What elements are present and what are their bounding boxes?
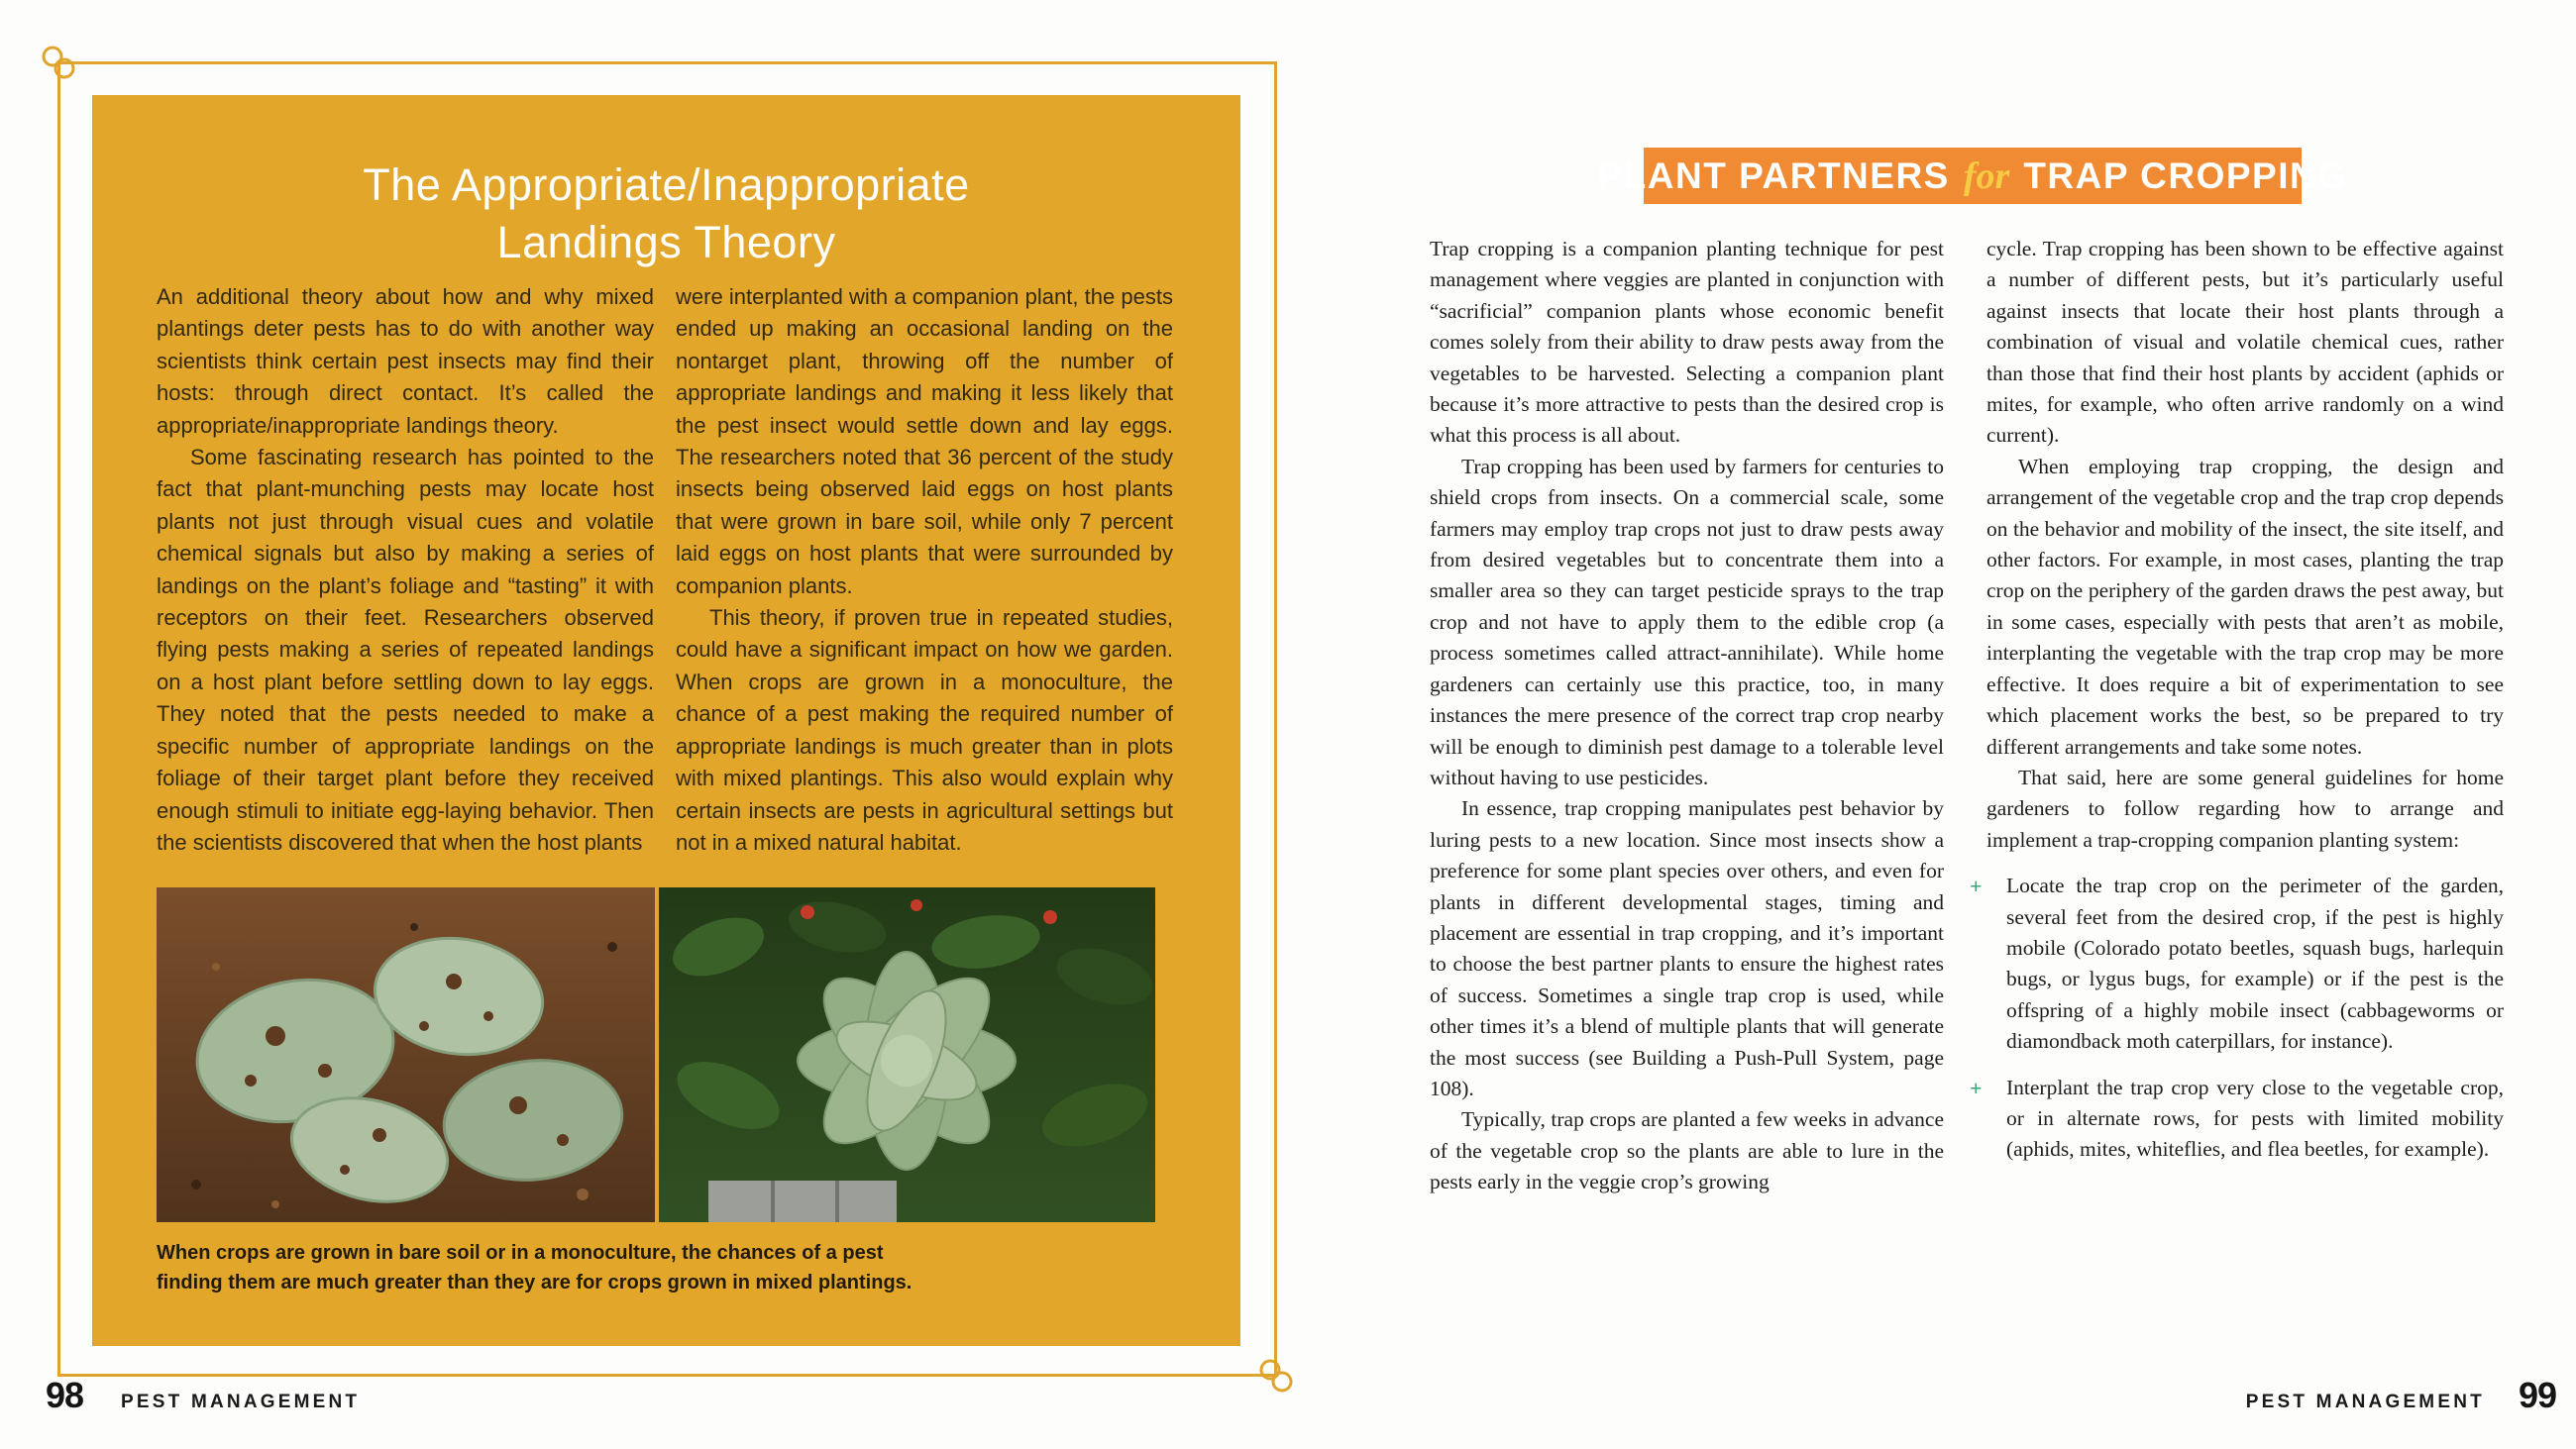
paragraph: Trap cropping has been used by farmers for centuries to shield crops from insects. On a commercial scale, some farmers may employ trap crops not just to draw pests away from desired vegetables but to concentrate them into a smaller area so they can target pesticide sprays to the trap crop and not have to apply them to the edible crop (a process sometimes called attract-annihilate). While home gardeners can certainly use this practice, too, in many instances the mere presence of the correct trap crop nearby will be enough to diminish pest damage to a tolerable level without having to use pesticides. — [1430, 454, 1944, 789]
bullet-item — [1970, 871, 2504, 1057]
photo-row — [157, 887, 1155, 1222]
running-head: PEST MANAGEMENT — [2245, 1392, 2485, 1412]
plus-bullet-icon: + — [1970, 874, 1983, 899]
footer-left — [46, 1375, 360, 1416]
body-column-2 — [1970, 234, 2504, 1166]
bullet-text: Locate the trap crop on the perimeter of the garden, several feet from the desired crop, if the pest is highly mobile (Colorado potato beetles, squash bugs, harlequin bugs, or lygus bugs, for example) or if the pest is the offspring of a highly mobile insect (cabbageworms or diamondback moth caterpillars, for instance). — [2006, 874, 2504, 1054]
banner-script-word: for — [1963, 155, 2010, 197]
feature-box-title — [92, 156, 1240, 271]
bullet-text: Interplant the trap crop very close to the vegetable crop, or in alternate rows, for pests with limited mobility (aphids, mites, whiteflies, and flea beetles, for example). — [2006, 1075, 2504, 1162]
paragraph: When employing trap cropping, the design and arrangement of the vegetable crop and the trap crop depends on the behavior and mobility of the insect, the site itself, and other factors. For example, in most cases, planting the trap crop on the periphery of the garden draws the pest away, but in some cases, especially with pests that aren’t as mobile, interplanting the vegetable with the trap crop may be more effective. It does require a bit of experimentation to see which placement works the best, so be prepared to try different arrangements and take some notes. — [1986, 454, 2504, 759]
paragraph: cycle. Trap cropping has been shown to be effective against a number of different pests, but it’s particularly useful against insects that locate their host plants through a combination of visual and volatile chemical cues, rather than those that find their host plants by accident (aphids or mites, for example, who often arrive randomly on a wind current). — [1986, 237, 2504, 448]
plus-bullet-icon: + — [1970, 1075, 1983, 1100]
paragraph: Some fascinating research has pointed to the fact that plant-munching pests may locate host plants not just through visual cues and volatile chemical signals but also by making a series of landings on the plant’s foliage and “tasting” it with receptors on their feet. Researchers observed flying pests making a series of repeated landings on a host plant before settling down to lay eggs. They noted that the pests needed to make a specific number of appropriate landings on the foliage of their target plant before they received enough stimuli to initiate egg-laying behavior. Then the scientists discovered that when the host plants — [157, 445, 654, 855]
page-number: 99 — [2518, 1375, 2556, 1415]
paragraph: Trap cropping is a companion planting technique for pest management where veggies are planted in conjunction with “sacrificial” companion plants whose economic benefit comes solely from their ability to draw pests away from the vegetables to be harvested. Selecting a companion plant because it’s more attractive to pests than the desired crop is what this process is all about. — [1430, 237, 1944, 448]
paragraph: This theory, if proven true in repeated studies, could have a significant impact on how we garden. When crops are grown in a monoculture, the chance of a pest making the required number of appropriate landings is much greater than in plots with mixed plantings. This also would explain why certain insects are pests in agricultural settings but not in a mixed natural habitat. — [676, 605, 1173, 855]
banner-text-left: PLANT PARTNERS — [1597, 155, 1950, 196]
title-line-1: The Appropriate/Inappropriate — [363, 159, 970, 210]
title-line-2: Landings Theory — [496, 217, 836, 267]
corner-ornament-icon — [1253, 1353, 1299, 1398]
paragraph: An additional theory about how and why mixed plantings deter pests has to do with another way scientists think certain pest insects may find their hosts: through direct contact. It’s called the appropriate/inappropriate landings theory. — [157, 284, 654, 438]
feature-column-1 — [157, 281, 654, 859]
feature-box-columns — [157, 281, 1173, 859]
paragraph: were interplanted with a companion plant, the pests ended up making an occasional landing on the nontarget plant, throwing off the number of appropriate landings and making it less likely that the pest insect would settle down and lay eggs. The researchers noted that 36 percent of the study insects being observed laid eggs on host plants that were grown in bare soil, while only 7 percent laid eggs on host plants that were surrounded by companion plants. — [676, 284, 1173, 598]
body-column-1 — [1430, 234, 1944, 1198]
photo-caption: When crops are grown in bare soil or in a monoculture, the chances of a pest finding them are much greater than they are for crops grown in mixed plantings. — [157, 1242, 912, 1294]
paragraph: That said, here are some general guidelines for home gardeners to follow regarding how to arrange and implement a trap-cropping companion planting system: — [1986, 765, 2504, 852]
photo-kale-with-peppers — [659, 887, 1155, 1222]
footer-right — [2180, 1375, 2556, 1416]
feature-box — [92, 95, 1240, 1346]
photo-damaged-leaves — [157, 887, 655, 1222]
paragraph: In essence, trap cropping manipulates pest behavior by luring pests to a new location. Since most insects show a preference for some plant species over others, and even for plants in different developmental stages, timing and placement are essential in trap cropping, and it’s important to choose the best partner plants to ensure the highest rates of success. Sometimes a single trap crop is used, while other times it’s a blend of multiple plants that will generate the most success (see Building a Push-Pull System, page 108). — [1430, 796, 1944, 1100]
banner-text-right: TRAP CROPPING — [2023, 155, 2348, 196]
corner-ornament-icon — [36, 40, 81, 85]
bullet-item — [1970, 1073, 2504, 1166]
feature-column-2 — [676, 281, 1173, 859]
running-head: PEST MANAGEMENT — [121, 1392, 361, 1412]
section-banner — [1597, 148, 2348, 204]
page-number: 98 — [46, 1375, 84, 1415]
paragraph: Typically, trap crops are planted a few weeks in advance of the vegetable crop so the plants are able to lure in the pests early in the veggie crop’s growing — [1430, 1107, 1944, 1194]
